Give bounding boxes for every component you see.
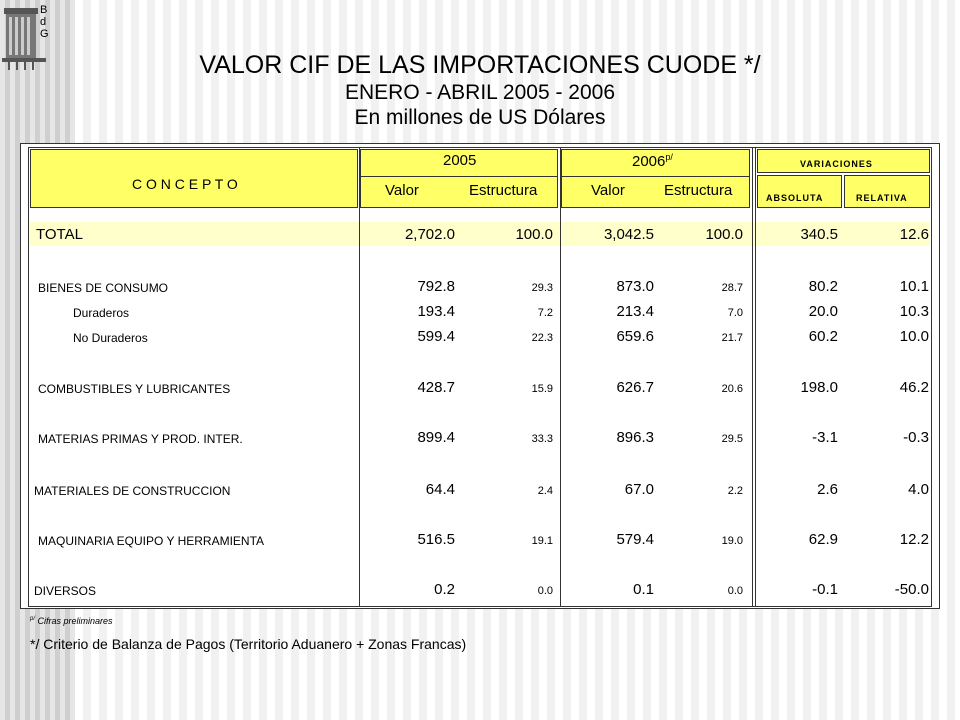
variacion-absoluta: 62.9 <box>808 531 838 548</box>
header-relativa <box>844 175 930 208</box>
valor-2006: 873.0 <box>616 278 654 295</box>
row-label: No Duraderos <box>73 331 148 345</box>
valor-2005: 599.4 <box>417 328 455 345</box>
header-relativa-label: RELATIVA <box>856 193 908 203</box>
header-estructura-2005: Estructura <box>469 182 538 199</box>
footnote-preliminary-text: Cifras preliminares <box>37 616 113 626</box>
header-valor-2005: Valor <box>385 182 419 199</box>
logo-letter-b: B <box>40 4 48 16</box>
row-label: BIENES DE CONSUMO <box>38 281 169 295</box>
estructura-2005: 7.2 <box>537 307 553 319</box>
row-label: COMBUSTIBLES Y LUBRICANTES <box>38 382 231 396</box>
row-label: Duraderos <box>73 306 130 320</box>
valor-2005: 0.2 <box>434 581 455 598</box>
valor-2006: 896.3 <box>616 429 654 446</box>
header-absoluta-label: ABSOLUTA <box>766 193 824 203</box>
estructura-2006: 7.0 <box>727 307 743 319</box>
estructura-2005: 2.4 <box>537 485 553 497</box>
page-title: VALOR CIF DE LAS IMPORTACIONES CUODE */ <box>199 51 761 79</box>
header-estructura-2006: Estructura <box>664 182 733 199</box>
col-divider-3 <box>752 148 753 606</box>
estructura-2005: 33.3 <box>531 433 553 445</box>
variacion-absoluta: -0.1 <box>812 581 838 598</box>
header-concepto-label: C O N C E P T O <box>132 176 238 192</box>
estructura-2006: 29.5 <box>721 433 743 445</box>
variacion-relativa: 10.0 <box>899 328 929 345</box>
estructura-2006: 0.0 <box>727 585 743 597</box>
valor-2005: 516.5 <box>417 531 455 548</box>
header-2005-divider <box>360 176 558 177</box>
variacion-absoluta: 80.2 <box>808 278 838 295</box>
estructura-2006: 19.0 <box>721 535 743 547</box>
header-valor-2006: Valor <box>591 182 625 199</box>
header-year-2006-text: 2006 <box>632 153 666 170</box>
page-subtitle-period: ENERO - ABRIL 2005 - 2006 <box>344 81 616 104</box>
variacion-relativa: 4.0 <box>908 481 929 498</box>
variacion-relativa: 10.3 <box>899 303 929 320</box>
estructura-2006: 28.7 <box>721 282 743 294</box>
variacion-relativa: -0.3 <box>903 429 929 446</box>
title-block <box>100 50 860 130</box>
header-absoluta <box>757 175 842 208</box>
valor-2006: 0.1 <box>633 581 654 598</box>
variacion-absoluta: 20.0 <box>808 303 838 320</box>
valor-2006: 579.4 <box>616 531 654 548</box>
header-2006-divider <box>561 176 750 177</box>
variacion-relativa: -50.0 <box>894 581 929 598</box>
variacion-absoluta: -3.1 <box>812 429 838 446</box>
estructura-2005: 100.0 <box>515 226 553 243</box>
logo-letter-g: G <box>40 28 49 40</box>
estructura-2005: 15.9 <box>531 383 553 395</box>
logo-letter-d: d <box>40 16 47 28</box>
footnote-preliminary-sup: p/ <box>30 616 36 622</box>
variacion-relativa: 46.2 <box>899 379 929 396</box>
estructura-2005: 19.1 <box>531 535 553 547</box>
variacion-absoluta: 198.0 <box>800 379 838 396</box>
valor-2005: 792.8 <box>417 278 455 295</box>
row-label: DIVERSOS <box>34 584 97 598</box>
estructura-2005: 29.3 <box>531 282 553 294</box>
row-label: MAQUINARIA EQUIPO Y HERRAMIENTA <box>38 534 265 548</box>
variacion-absoluta: 2.6 <box>817 481 838 498</box>
estructura-2005: 0.0 <box>537 585 553 597</box>
estructura-2006: 20.6 <box>721 383 743 395</box>
valor-2006: 626.7 <box>616 379 654 396</box>
variacion-absoluta: 60.2 <box>808 328 838 345</box>
footnote-preliminary <box>30 616 113 626</box>
logo-letters <box>40 4 49 40</box>
row-label: TOTAL <box>36 226 83 243</box>
header-year-2006 <box>632 152 673 170</box>
estructura-2006: 2.2 <box>727 485 743 497</box>
valor-2005: 2,702.0 <box>404 226 455 243</box>
row-label: MATERIAS PRIMAS Y PROD. INTER. <box>38 432 243 446</box>
page-subtitle-units: En millones de US Dólares <box>354 106 606 129</box>
variacion-relativa: 10.1 <box>899 278 929 295</box>
estructura-2005: 22.3 <box>531 332 553 344</box>
valor-2005: 193.4 <box>417 303 455 320</box>
estructura-2006: 100.0 <box>705 226 743 243</box>
row-label: MATERIALES DE CONSTRUCCION <box>34 484 231 498</box>
variacion-relativa: 12.6 <box>899 226 929 243</box>
variacion-absoluta: 340.5 <box>800 226 838 243</box>
valor-2005: 64.4 <box>425 481 455 498</box>
valor-2006: 659.6 <box>616 328 654 345</box>
valor-2006: 67.0 <box>624 481 654 498</box>
footnote-criteria: */ Criterio de Balanza de Pagos (Territorio Aduanero + Zonas Francas) <box>30 636 467 652</box>
valor-2005: 428.7 <box>417 379 455 396</box>
header-year-2005: 2005 <box>443 152 477 169</box>
header-variaciones-label: VARIACIONES <box>800 159 873 169</box>
estructura-2006: 21.7 <box>721 332 743 344</box>
variacion-relativa: 12.2 <box>899 531 929 548</box>
valor-2006: 213.4 <box>616 303 654 320</box>
valor-2006: 3,042.5 <box>603 226 654 243</box>
valor-2005: 899.4 <box>417 429 455 446</box>
header-year-2006-sup: p/ <box>665 152 673 162</box>
